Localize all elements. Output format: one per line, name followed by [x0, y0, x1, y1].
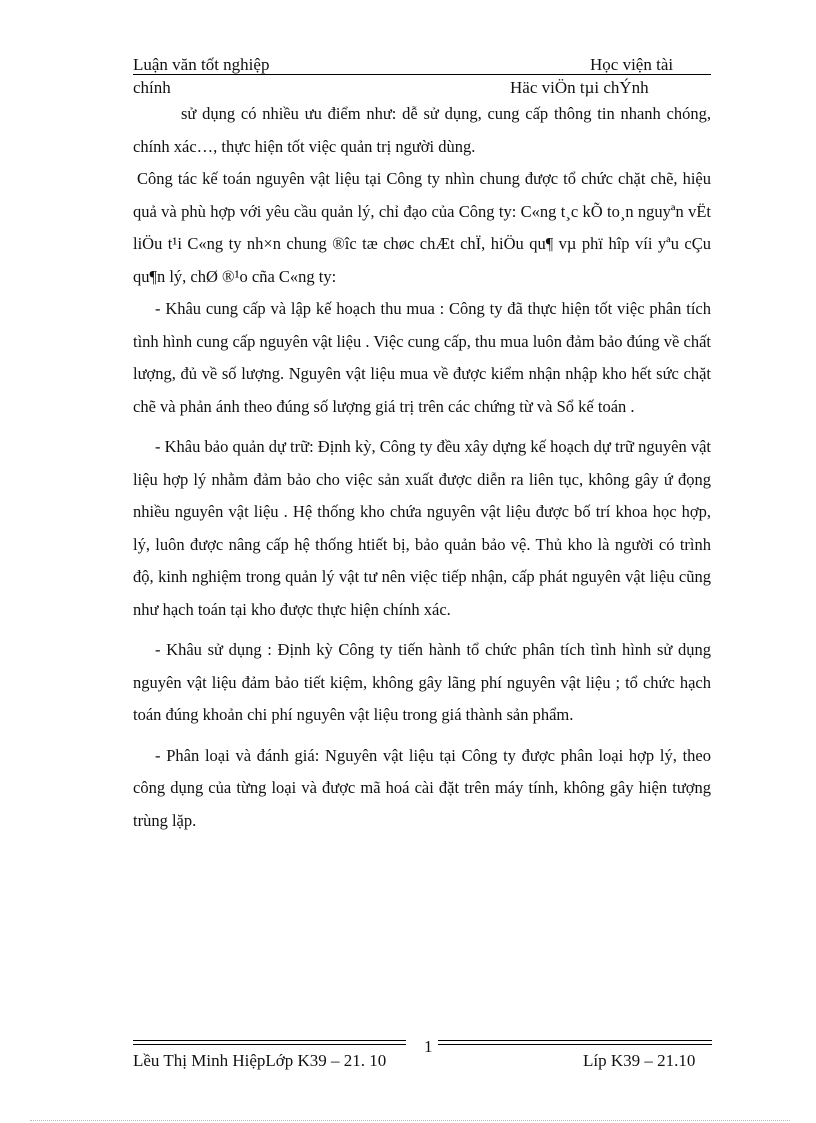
header-right-title: Học viện tài: [590, 55, 674, 74]
paragraph-classification: - Phân loại và đánh giá: Nguyên vật liệu tại Công ty được phân loại hợp lý, theo công dụng của từng loại và được mã hoá cài đặt trên máy tính, không gây hiện tượng trùng lặp.: [133, 745, 711, 830]
header-left-continuation: chính: [133, 78, 171, 97]
footer-author: Lều Thị Minh HiệpLớp K39 – 21. 10: [133, 1051, 387, 1070]
footer-rule-right: [438, 1040, 712, 1041]
header-rule: [133, 74, 711, 75]
paragraph-summary: Công tác kế toán nguyên vật liệu tại Công ty nhìn chung được tổ chức chặt chẽ, hiệu quả và phù hợp với yêu cầu quản lý, chỉ đạo của Công ty: C«ng t¸c kÕ to¸n nguyªn vËt liÖu t¹i C«ng ty nh×n chung ®îc tæ chøc chÆt chÏ, hiÖu qu¶ vµ phï hîp víi yªu cÇu qu¶n lý, chØ ®¹o cña C«ng ty:: [133, 169, 711, 286]
page-number: 1: [424, 1037, 433, 1056]
header-right-legacy-encoding: Häc viÖn tµi chÝnh: [510, 78, 649, 97]
paragraph-usage: - Khâu sử dụng : Định kỳ Công ty tiến hành tổ chức phân tích tình hình sử dụng nguyên vật liệu đảm bảo tiết kiệm, không gây lãng phí nguyên vật liệu ; tổ chức hạch toán đúng khoản chi phí nguyên vật liệu trong giá thành sản phẩm.: [133, 640, 711, 724]
document-body: [133, 98, 711, 837]
paragraph-intro: sử dụng có nhiều ưu điểm như: dễ sử dụng, cung cấp thông tin nhanh chóng, chính xác…, thực hiện tốt việc quản trị người dùng.: [133, 104, 711, 156]
footer-rule-left-2: [133, 1044, 406, 1045]
paragraph-storage: - Khâu bảo quản dự trữ: Định kỳ, Công ty đều xây dựng kế hoạch dự trữ nguyên vật liệu hợp lý nhằm đảm bảo cho việc sản xuất được diễn ra liên tục, không gây ứ đọng nhiều nguyên vật liệu . Hệ thống kho chứa nguyên vật liệu được bố trí khoa học hợp, lý, luôn được nâng cấp hệ thống htiết bị, bảo quản bảo vệ. Thủ kho là người có trình độ, kinh nghiệm trong quản lý vật tư nên việc tiếp nhận, cấp phát nguyên vật liệu cũng như hạch toán tại kho được thực hiện chính xác.: [133, 437, 711, 619]
footer-rule-left: [133, 1040, 406, 1041]
page-edge: [30, 1120, 790, 1121]
footer-rule-right-2: [438, 1044, 712, 1045]
footer-class: Líp K39 – 21.10: [583, 1051, 696, 1070]
paragraph-supply: - Khâu cung cấp và lập kế hoạch thu mua : Công ty đã thực hiện tốt việc phân tích tình hình cung cấp nguyên vật liệu . Việc cung cấp, thu mua luôn đảm bảo đúng về chất lượng, đủ về số lượng. Nguyên vật liệu mua về được kiểm nhận nhập kho hết sức chặt chẽ và phản ánh theo đúng số lượng giá trị trên các chứng từ và Sổ kế toán .: [133, 299, 711, 416]
header-left-title: Luận văn tốt nghiệp: [133, 55, 270, 74]
